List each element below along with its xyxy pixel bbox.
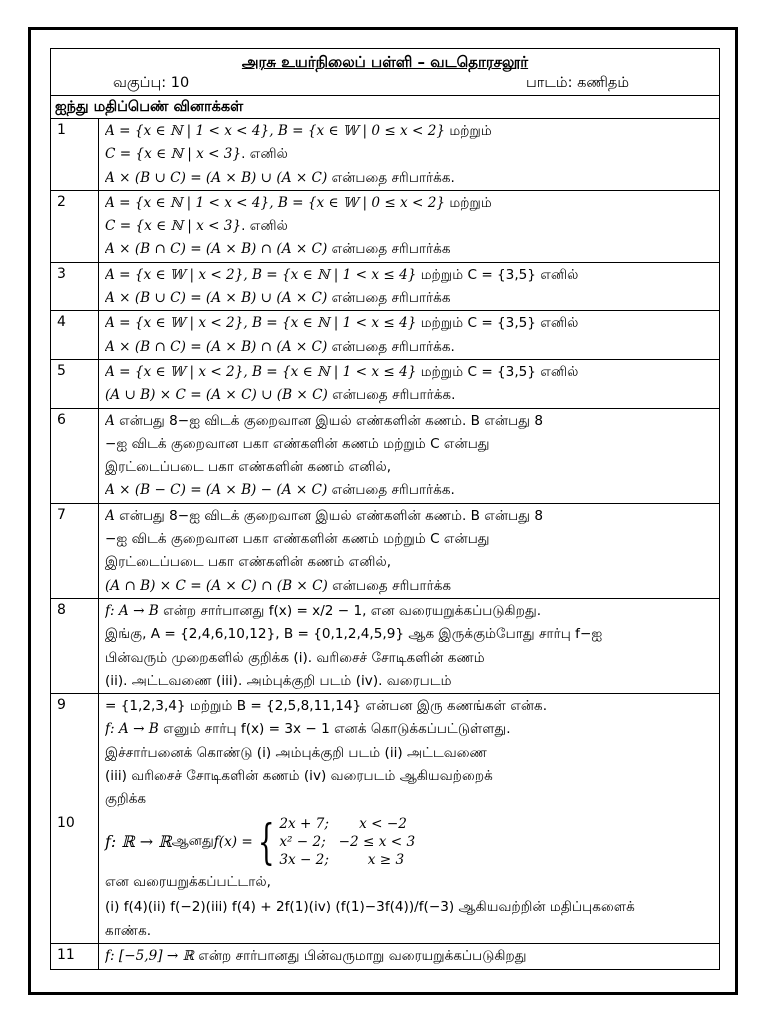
question-text: −ஐ விடக் குறைவான பகா எண்களின் கணம் மற்றும் C என்பது (105, 531, 490, 548)
question-text: ஆனது (171, 832, 214, 849)
question-line (105, 456, 715, 479)
question-text: பின்வரும் முறைகளில் குறிக்க (i). வரிசைச் சோடிகளின் கணம் (105, 649, 485, 666)
question-text: என்பதை சரிபார்க்க (327, 290, 451, 307)
subject-label: பாடம்: கணிதம் (526, 75, 630, 91)
question-text: இரட்டைப்படை பகா எண்களின் கணம் எனில், (105, 554, 392, 571)
question-line (105, 623, 715, 646)
question-number: 2 (51, 191, 99, 262)
question-line (105, 600, 715, 623)
question-line: என வரையறுக்கப்பட்டால், (105, 873, 271, 890)
question-text: இங்கு, A = {2,4,6,10,12}, B = {0,1,2,4,5,9} ஆக இருக்கும்போது சார்பு f−ஐ (105, 626, 603, 643)
question-line (105, 695, 715, 718)
sheet-header (51, 49, 719, 96)
question-line (105, 575, 715, 598)
math-expression: A (105, 412, 115, 429)
question-body (99, 191, 719, 262)
question-row-2 (51, 191, 719, 263)
question-text: மற்றும் (445, 194, 492, 211)
question-text: என்பதை சரிபார்க்க. (327, 169, 455, 186)
question-list (51, 119, 719, 812)
question-sheet (50, 48, 720, 970)
question-number: 3 (51, 263, 99, 311)
school-name: அரசு உயர்நிலைப் பள்ளி – வடதொரசலூர் (241, 53, 529, 71)
brace-icon: { (257, 813, 275, 870)
question-number: 11 (51, 944, 99, 968)
question-line (105, 120, 715, 143)
question-line (105, 167, 715, 190)
question-row-8 (51, 599, 719, 694)
math-expression: A × (B ∩ C) = (A × B) ∩ (A × C) (105, 338, 328, 355)
case-line: x² − 2; −2 ≤ x < 3 (279, 833, 416, 850)
question-line (105, 551, 715, 574)
question-line: (i) f(4)(ii) f(−2)(iii) f(4) + 2f(1)(iv) (f(1)−3f(4))/f(−3) ஆகியவற்றின் மதிப்புகளைக் (105, 898, 635, 915)
question-number: 4 (51, 311, 99, 359)
question-number: 6 (51, 409, 99, 503)
case-line: 2x + 7; x < −2 (279, 815, 407, 832)
question-text: மற்றும் (445, 123, 492, 139)
question-line (105, 215, 715, 238)
question-row-11 (51, 944, 719, 968)
question-line (105, 238, 715, 261)
question-text: என்பதை சரிபார்க்க. (327, 482, 455, 499)
math-expression: C = {x ∈ ℕ | x < 3} (105, 146, 242, 163)
question-line (105, 742, 715, 765)
question-text: மற்றும் C = {3,5} எனில் (416, 266, 579, 283)
piecewise-cases (279, 815, 415, 869)
math-expression: A × (B ∩ C) = (A × B) ∩ (A × C) (105, 241, 328, 258)
question-body (99, 409, 719, 503)
question-line (105, 433, 715, 456)
question-line (105, 647, 715, 670)
question-text: . எனில் (241, 218, 288, 235)
question-line: காண்க. (105, 922, 152, 939)
question-line (105, 143, 715, 166)
question-body (99, 944, 719, 968)
question-number: 9 (51, 694, 99, 811)
question-text: = {1,2,3,4} மற்றும் B = {2,5,8,11,14} என்பன இரு கணங்கள் என்க. (105, 698, 548, 715)
question-row-4 (51, 311, 719, 360)
math-expression: A = {x ∈ 𝕎 | x < 2}, B = {x ∈ ℕ | 1 < x ≤ 4} (105, 315, 417, 332)
header-meta (51, 73, 719, 95)
math-expression: C = {x ∈ ℕ | x < 3} (105, 218, 242, 235)
question-text: எனும் சார்பு f(x) = 3x − 1 எனக் கொடுக்கப்பட்டுள்ளது. (158, 721, 511, 738)
piecewise-definition (105, 813, 715, 871)
question-row-9 (51, 694, 719, 811)
question-number: 10 (51, 812, 99, 944)
question-text: (iii) வரிசைச் சோடிகளின் கணம் (iv) வரைபடம் ஆகியவற்றைக் (105, 768, 493, 785)
math-expression: f: A → B (105, 602, 159, 619)
question-text: என்பதை சரிபார்க்க (327, 241, 451, 258)
math-expression: A × (B ∪ C) = (A × B) ∪ (A × C) (105, 169, 328, 186)
question-line (105, 264, 715, 287)
question-row-7 (51, 504, 719, 599)
question-line (105, 384, 715, 407)
question-text: என்ற சார்பானது f(x) = x/2 − 1, என வரையறுக்கப்படுகிறது. (158, 602, 542, 619)
question-row-5 (51, 360, 719, 409)
question-line (105, 670, 715, 693)
question-body (99, 119, 719, 190)
math-expression: f: ℝ → ℝ (105, 832, 172, 852)
question-line (105, 410, 715, 433)
math-expression: (A ∩ B) × C = (A × C) ∩ (B × C) (105, 577, 328, 594)
math-expression: A = {x ∈ 𝕎 | x < 2}, B = {x ∈ ℕ | 1 < x ≤ 4} (105, 363, 417, 380)
question-row-6 (51, 409, 719, 504)
question-number: 8 (51, 599, 99, 693)
question-line (105, 718, 715, 741)
question-body (99, 311, 719, 359)
question-line (105, 312, 715, 335)
question-text: என்பதை சரிபார்க்க (327, 577, 452, 594)
question-text: . எனில் (241, 146, 288, 163)
question-line (105, 479, 715, 502)
question-row-1 (51, 119, 719, 191)
math-expression: f: [−5,9] → ℝ (105, 948, 194, 965)
math-expression: A (105, 507, 115, 524)
section-title: ஐந்து மதிப்பெண் வினாக்கள் (51, 96, 719, 119)
math-expression: (A ∪ B) × C = (A × C) ∪ (B × C) (105, 387, 328, 404)
question-number: 7 (51, 504, 99, 598)
question-line (105, 505, 715, 528)
question-text: என்பது 8−ஐ விடக் குறைவான இயல் எண்களின் கணம். B என்பது 8 (114, 507, 543, 524)
question-number: 1 (51, 119, 99, 190)
question-line (105, 336, 715, 359)
question-line (105, 788, 715, 811)
math-expression: A × (B ∪ C) = (A × B) ∪ (A × C) (105, 290, 328, 307)
question-line (105, 528, 715, 551)
math-expression: A × (B − C) = (A × B) − (A × C) (105, 482, 328, 499)
math-expression: f: A → B (105, 721, 159, 738)
question-body (99, 694, 719, 811)
question-text: என்பதை சரிபார்க்க. (327, 387, 456, 404)
question-body (99, 504, 719, 598)
question-line (105, 361, 715, 384)
question-text: என்பதை சரிபார்க்க. (327, 338, 455, 355)
math-expression: A = {x ∈ ℕ | 1 < x < 4}, B = {x ∈ 𝕎 | 0 ≤ x < 2} (105, 194, 446, 211)
question-body (99, 360, 719, 408)
question-text: குறிக்க (105, 791, 147, 808)
question-line (105, 945, 715, 968)
question-text: இச்சார்பனைக் கொண்டு (i) அம்புக்குறி படம் (ii) அட்டவணை (105, 744, 487, 761)
case-line: 3x − 2; x ≥ 3 (279, 851, 405, 868)
question-text: மற்றும் C = {3,5} எனில் (416, 363, 579, 380)
question-text: மற்றும் C = {3,5} எனில் (416, 315, 579, 332)
math-expression: f(x) = (213, 833, 253, 850)
math-expression: A = {x ∈ 𝕎 | x < 2}, B = {x ∈ ℕ | 1 < x ≤ 4} (105, 266, 417, 283)
question-body (99, 812, 719, 944)
question-number: 5 (51, 360, 99, 408)
question-row-10 (51, 812, 719, 945)
question-text: இரட்டைப்படை பகா எண்களின் கணம் எனில், (105, 459, 392, 476)
question-text: (ii). அட்டவணை (iii). அம்புக்குறி படம் (iv). வரைபடம் (105, 672, 452, 689)
math-expression: A = {x ∈ ℕ | 1 < x < 4}, B = {x ∈ 𝕎 | 0 ≤ x < 2} (105, 123, 446, 139)
question-body (99, 599, 719, 693)
question-row-3 (51, 263, 719, 312)
question-text: என்ற சார்பானது பின்வருமாறு வரையறுக்கப்படுகிறது (193, 948, 527, 965)
question-body (99, 263, 719, 311)
question-line (105, 192, 715, 215)
question-text: என்பது 8−ஐ விடக் குறைவான இயல் எண்களின் கணம். B என்பது 8 (114, 412, 543, 429)
question-line (105, 287, 715, 310)
question-line (105, 765, 715, 788)
class-label: வகுப்பு: 10 (113, 75, 190, 91)
question-text: −ஐ விடக் குறைவான பகா எண்களின் கணம் மற்றும் C என்பது (105, 435, 490, 452)
